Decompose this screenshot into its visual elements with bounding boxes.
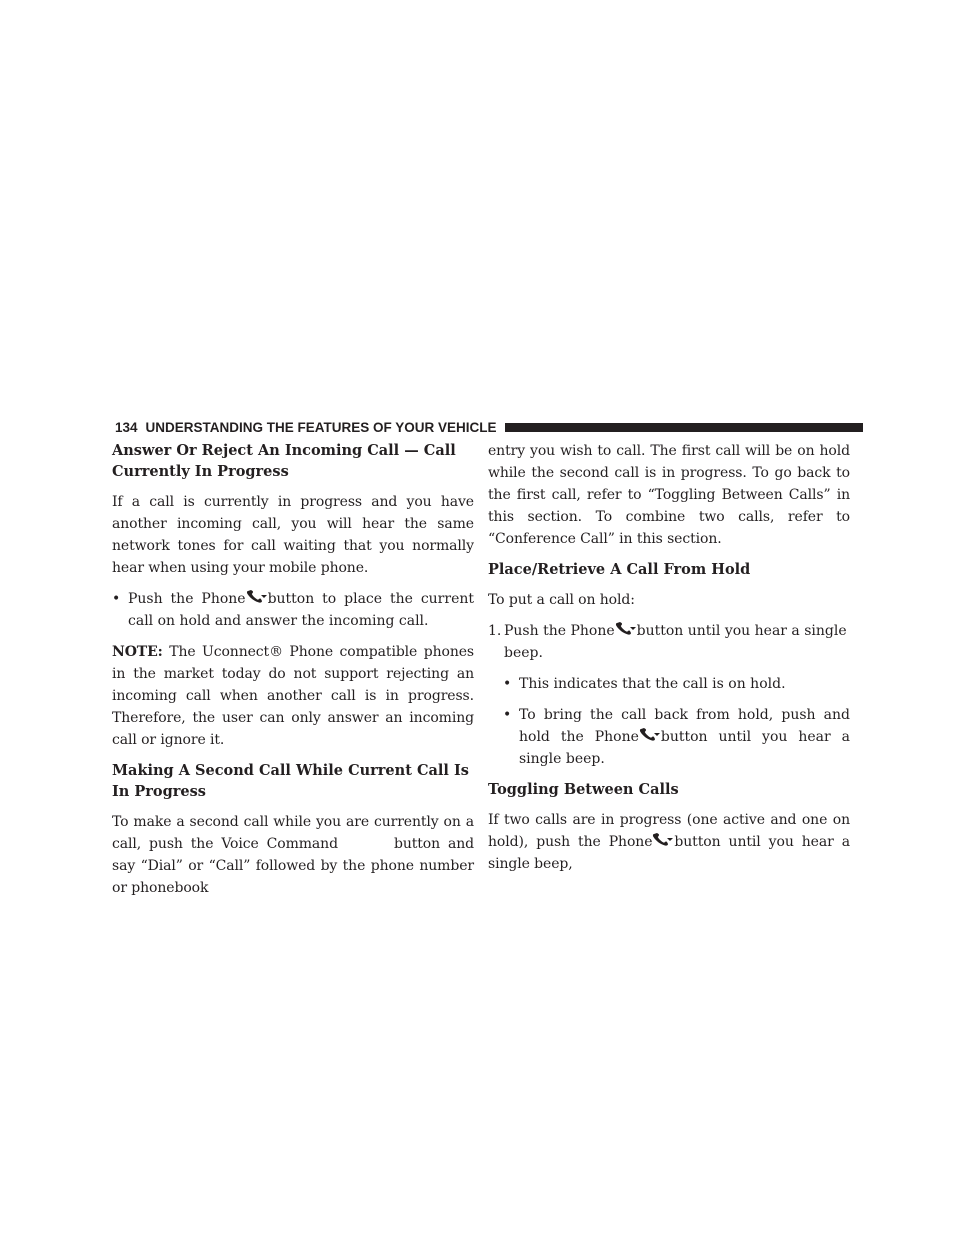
note-label: NOTE: (112, 644, 163, 660)
step-text-a: Push the Phone (504, 623, 615, 639)
sub-bullet-text-b: button until you hear a single beep. (519, 729, 850, 767)
toggling-text-a: If two calls are in progress (one active and one on hold), push the Phone (488, 812, 850, 850)
heading-answer-reject: Answer Or Reject An Incoming Call — Call Currently In Progress (112, 442, 456, 480)
left-column (112, 440, 474, 908)
paragraph-toggling (488, 809, 850, 875)
bullet-text-a: Push the Phone (128, 591, 246, 607)
toggling-text-b: button until you hear a single beep, (488, 834, 850, 872)
phone-icon (615, 622, 637, 636)
bullet-text-b: button to place the current call on hold and answer the incoming call. (128, 591, 474, 629)
note-text: The Uconnect® Phone compatible phones in the market today do not support rejecting an incoming call when another call is in progress. Therefore, the user can only answer an incoming call or ignore it. (112, 644, 474, 748)
sub-bullet-text: This indicates that the call is on hold. (519, 676, 786, 692)
paragraph-put-on-hold: To put a call on hold: (488, 592, 635, 608)
bullet-push-phone (112, 588, 474, 632)
phone-icon (639, 728, 661, 742)
heading-hold: Place/Retrieve A Call From Hold (488, 561, 751, 578)
bullet-dot: • (503, 707, 512, 723)
right-column (488, 440, 850, 884)
sub-bullet-text-a: To bring the call back from hold, push and hold the Phone (519, 707, 850, 745)
sub-bullet-on-hold (503, 673, 850, 695)
paragraph-call-waiting: If a call is currently in progress and you have another incoming call, you will hear the same network tones for call waiting that you normally hear when using your mobile phone. (112, 494, 474, 576)
heading-second-call: Making A Second Call While Current Call Is In Progress (112, 762, 469, 800)
phone-icon (246, 590, 268, 604)
heading-toggling: Toggling Between Calls (488, 781, 679, 798)
section-title: UNDERSTANDING THE FEATURES OF YOUR VEHICLE (145, 419, 497, 435)
sub-bullet-bring-back (503, 704, 850, 770)
header-rule (505, 423, 863, 432)
bullet-dot: • (503, 676, 512, 692)
page-header (115, 417, 863, 437)
bullet-dot: • (112, 591, 121, 607)
phone-icon (652, 833, 674, 847)
step-1 (488, 620, 850, 664)
paragraph-continued: entry you wish to call. The first call will be on hold while the second call is in progress. To go back to the first call, refer to “Toggling Between Calls” in this section. To combine two calls, refer to “Conference Call” in this section. (488, 443, 850, 547)
page-number: 134 (115, 419, 138, 435)
step-text-b: button until you hear a single beep. (504, 623, 847, 661)
second-call-text-a: To make a second call while you are currently on a call, push the Voice Command (112, 814, 474, 852)
note-paragraph (112, 641, 474, 751)
paragraph-second-call (112, 811, 474, 899)
step-number: 1. (488, 623, 502, 639)
second-call-text-b: button and say “Dial” or “Call” followed by the phone number or phonebook (112, 836, 474, 896)
